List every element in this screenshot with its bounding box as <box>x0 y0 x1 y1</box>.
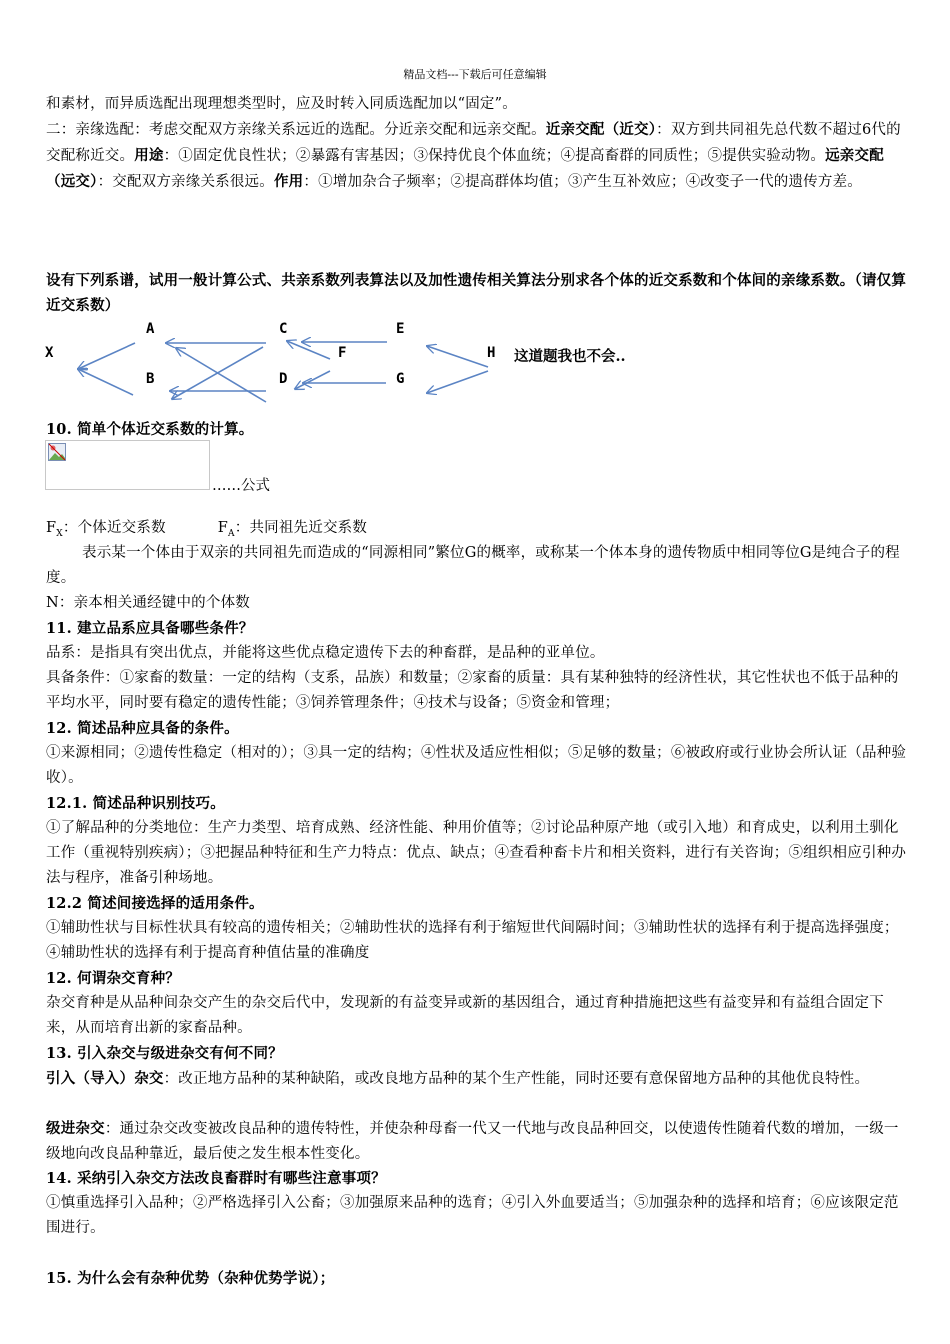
page-header: 精品文档---下载后可任意编辑 <box>403 68 547 81</box>
node-e: E <box>396 321 405 337</box>
intro-text: 二：亲缘选配：考虑交配双方亲缘关系远近的选配。分近亲交配和远亲交配。 <box>46 122 546 138</box>
intro-text: ：双方到共同祖先总代数不超过6代的交配称近交。 <box>46 122 901 164</box>
broken-image-icon <box>48 443 66 461</box>
fx-subscript: X <box>56 528 63 539</box>
section-12-1-title: 12.1. 简述品种识别技巧。 <box>46 795 225 812</box>
section-10-desc: 表示某一个体由于双亲的共同祖先而造成的“同源相同”繁位G的概率，或称某一个体本身的遗传物质中相同等位G是纯合子的程度。 <box>46 545 900 586</box>
grading-crossing-text: ：通过杂交改变被改良品种的遗传特性，并使杂种母畜一代又一代地与改良品种回交，以使遗传性随着代数的增加，一级一级地向改良品种靠近，最后使之发生根本性变化。 <box>46 1121 899 1162</box>
section-14-text: ①慎重选择引入品种；②严格选择引入公畜；③加强原来品种的选育；④引入外血要适当；⑤加强杂种的选择和培育；⑥应该限定范围进行。 <box>46 1195 899 1236</box>
section-12-2-title: 12.2 简述间接选择的适用条件。 <box>46 895 264 912</box>
section-15-title: 15. 为什么会有杂种优势（杂种优势学说）； <box>46 1270 335 1287</box>
section-12-title: 12. 简述品种应具备的条件。 <box>46 720 239 737</box>
intro-crossing-text: ：改正地方品种的某种缺陷，或改良地方品种的某个生产性能，同时还要有意保留地方品种的其他优良特性。 <box>163 1071 870 1087</box>
fa-description: ：共同祖先近交系数 <box>234 520 368 536</box>
node-g: G <box>396 371 405 387</box>
section-12-text: ①来源相同；②遗传性稳定（相对的）；③具一定的结构；④性状及适应性相似；⑤足够的数量；⑥被政府或行业协会所认证（品种验收）。 <box>46 745 907 786</box>
fx-label: F <box>46 520 57 536</box>
fa-subscript: A <box>228 528 235 539</box>
intro-line: 和素材，而异质选配出现理想类型时，应及时转入同质选配加以“固定”。 <box>46 96 517 112</box>
section-13-grading-crossing <box>46 1116 912 1167</box>
grading-crossing-term: 级进杂交 <box>46 1120 105 1137</box>
section-12b-title: 12. 何谓杂交育种？ <box>46 970 180 987</box>
intro-bold-outbreeding: 远亲交配（远交） <box>46 147 884 190</box>
node-x: X <box>45 345 54 361</box>
node-f: F <box>338 345 347 361</box>
section-12b-text: 杂交育种是从品种间杂交产生的杂交后代中，发现新的有益变异或新的基因组合，通过育种措施把这些有益变异和有益组合固定下来，从而培育出新的家畜品种。 <box>46 995 884 1036</box>
formula-suffix: ……公式 <box>212 478 270 494</box>
formula-image-placeholder <box>45 440 210 490</box>
intro-text: ：交配双方亲缘关系很远。 <box>97 174 274 190</box>
pedigree-comment: 这道题我也不会.. <box>514 348 626 365</box>
intro-text: ：①固定优良性状；②暴露有害基因；③保持优良个体血统；④提高畜群的同质性；⑤提供实验动物。 <box>163 148 826 164</box>
pedigree-question: 设有下列系谱，试用一般计算公式、共亲系数列表算法以及加性遗传相关算法分别求各个体的近交系数和个体间的亲缘系数。（请仅算近交系数） <box>46 272 907 314</box>
node-h: H <box>487 345 496 361</box>
node-d: D <box>279 371 288 387</box>
node-a: A <box>146 321 155 337</box>
intro-bold-inbreeding: 近亲交配（近交） <box>545 121 657 138</box>
node-c: C <box>279 321 288 337</box>
section-13-intro-crossing <box>46 1066 912 1092</box>
section-10-n: N：亲本相关通经键中的个体数 <box>46 595 250 611</box>
section-11-line1: 品系：是指具有突出优点，并能将这些优点稳定遗传下去的种畜群，是品种的亚单位。 <box>46 645 605 661</box>
pedigree-arrows <box>0 0 950 420</box>
section-11-line2: 具备条件：①家畜的数量：一定的结构（支系，品族）和数量；②家畜的质量：具有某种独特的经济性状，其它性状也不低于品种的平均水平，同时要有稳定的遗传性能；③饲养管理条件；④技术与设备；⑤资金和管理； <box>46 670 899 711</box>
fa-label: F <box>217 520 229 536</box>
intro-bold-effect: 作用 <box>273 173 304 190</box>
section-11-title: 11. 建立品系应具备哪些条件？ <box>46 620 254 637</box>
intro-bold-use: 用途 <box>134 147 164 164</box>
section-13-title: 13. 引入杂交与级进杂交有何不同？ <box>46 1045 283 1062</box>
node-b: B <box>146 371 155 387</box>
intro-crossing-term: 引入（导入）杂交 <box>46 1070 164 1087</box>
section-14-title: 14. 采纳引入杂交方法改良畜群时有哪些注意事项？ <box>46 1170 386 1187</box>
section-12-1-text: ①了解品种的分类地位：生产力类型、培育成熟、经济性能、种用价值等；②讨论品种原产地（或引入地）和育成史，以利用土驯化工作（重视特别疾病）；③把握品种特征和生产力特点：优点、缺点；④查看种畜卡片和相关资料，进行有关咨询；⑤组织相应引种办法与程序，准备引种场地。 <box>46 820 907 886</box>
section-12-2-text: ①辅助性状与目标性状具有较高的遗传相关；②辅助性状的选择有利于缩短世代间隔时间；③辅助性状的选择有利于提高选择强度；④辅助性状的选择有利于提高育种值估量的准确度 <box>46 920 899 961</box>
fx-description: ：个体近交系数 <box>62 520 166 536</box>
intro-text: ：①增加杂合子频率；②提高群体均值；③产生互补效应；④改变子一代的遗传方差。 <box>303 174 862 190</box>
section-10-title: 10. 简单个体近交系数的计算。 <box>46 421 254 438</box>
